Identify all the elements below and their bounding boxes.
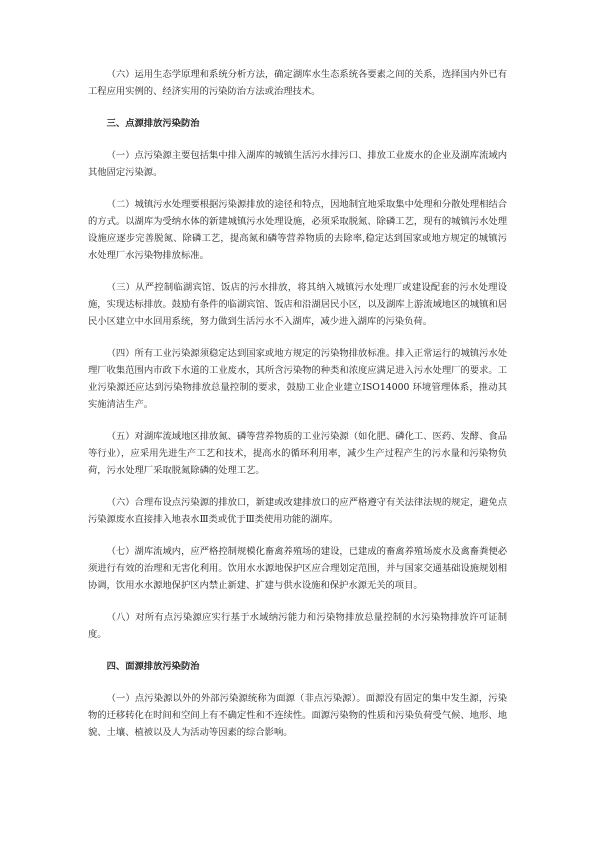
paragraph: （六）合理布设点污染源的排放口，新建或改建排放口的应严格遵守有关法律法规的规定，避免点污染源废水直接排入地表水Ⅲ类或优于Ⅲ类使用功能的湖库。 xyxy=(88,497,507,525)
paragraph: （四）所有工业污染源须稳定达到国家或地方规定的污染物排放标准。排入正常运行的城镇污水处理厂收集范围内市政下水道的工业废水，其所含污染物的种类和浓度应满足进入污水处理厂的要求。工业污染源还应达到污染物排放总量控制的要求，鼓励工业企业建立ISO14000 环境管理体系，推动其实施清洁生产。 xyxy=(88,348,507,410)
paragraph: （六）运用生态学原理和系统分析方法，确定湖库水生态系统各要素之间的关系，选择国内外已有工程应用实例的、经济实用的污染防治方法或治理技术。 xyxy=(88,69,507,97)
section-heading: 四、面源排放污染防治 xyxy=(106,661,200,672)
paragraph: （二）城镇污水处理要根据污染源排放的途径和特点，因地制宜地采取集中处理和分散处理相结合的方式。以湖库为受纳水体的新建城镇污水处理设施，必须采取脱氮、除磷工艺，现有的城镇污水处理设施应逐步完善脱氮、除磷工艺，提高氮和磷等营养物质的去除率,稳定达到国家或地方规定的城镇污水处理厂水污染物排放标准。 xyxy=(88,199,507,261)
section-heading: 三、点源排放污染防治 xyxy=(106,118,200,129)
paragraph: （一）点污染源以外的外部污染源统称为面源（非点污染源）。面源没有固定的集中发生源，污染物的迁移转化在时间和空间上有不确定性和不连续性。面源污染物的性质和污染负荷受气候、地形、地貌、土壤、植被以及人为活动等因素的综合影响。 xyxy=(88,693,507,738)
paragraph: （七）湖库流域内，应严格控制规模化畜禽养殖场的建设，已建成的畜禽养殖场废水及禽畜粪便必须进行有效的治理和无害化利用。饮用水水源地保护区应合理划定范围，并与国家交通基础设施规划相协调，饮用水水源地保护区内禁止新建、扩建与供水设施和保护水源无关的项目。 xyxy=(88,546,507,591)
paragraph: （三）从严控制临湖宾馆、饭店的污水排放，将其纳入城镇污水处理厂或建设配套的污水处理设施，实现达标排放。鼓励有条件的临湖宾馆、饭店和沿湖居民小区，以及湖库上游流域地区的城镇和居民小区建立中水回用系统，努力做到生活污水不入湖库，减少进入湖库的污染负荷。 xyxy=(88,282,507,327)
paragraph: （五）对湖库流域地区排放氮、磷等营养物质的工业污染源（如化肥、磷化工、医药、发酵、食品等行业），应采用先进生产工艺和技术，提高水的循环利用率，减少生产过程产生的污水量和污染物负荷，污水处理厂采取脱氮除磷的处理工艺。 xyxy=(88,431,507,476)
paragraph: （八）对所有点污染源应实行基于水域纳污能力和污染物排放总量控制的水污染物排放许可证制度。 xyxy=(88,612,507,640)
paragraph: （一）点污染源主要包括集中排入湖库的城镇生活污水排污口、排放工业废水的企业及湖库流域内其他固定污染源。 xyxy=(88,150,507,178)
